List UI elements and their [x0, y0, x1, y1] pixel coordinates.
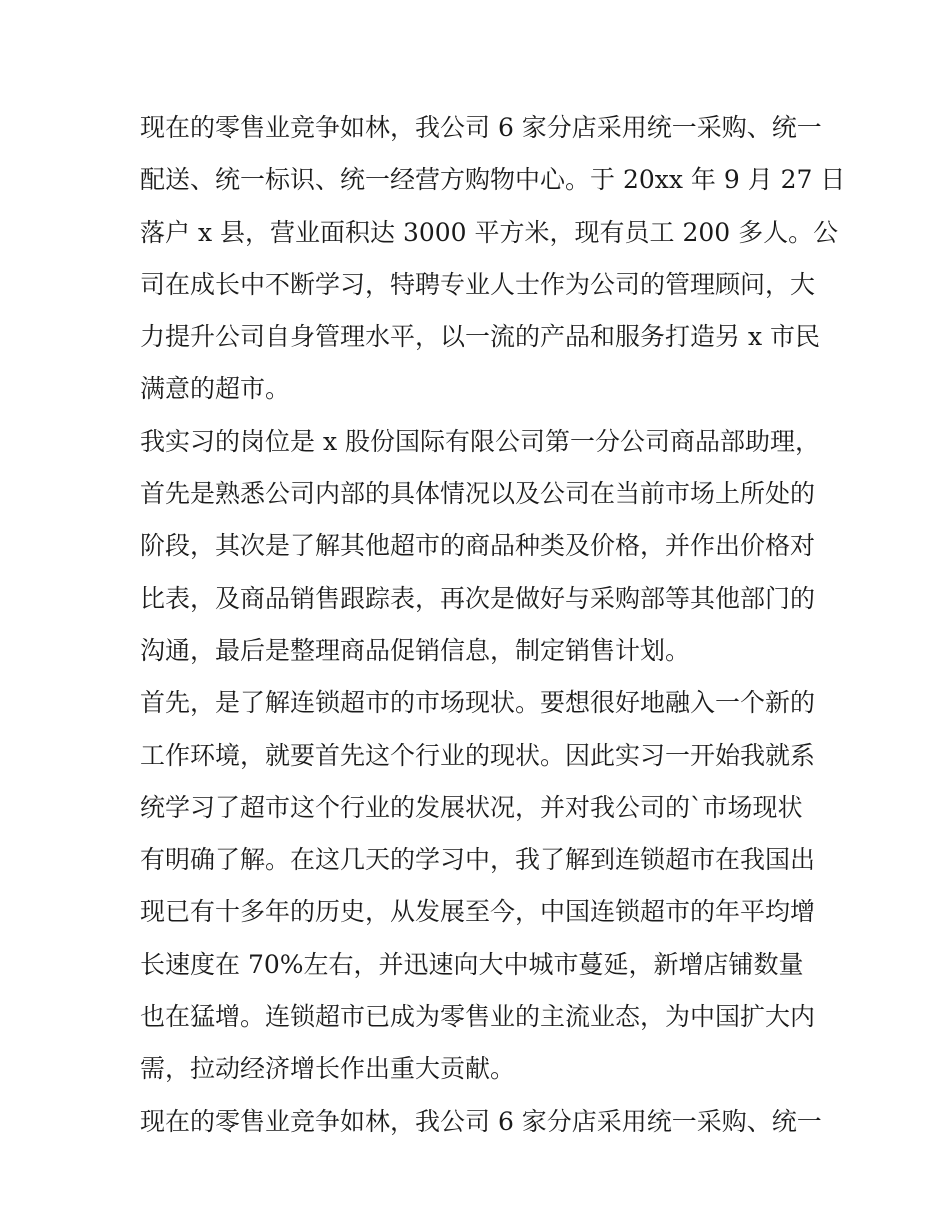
text-line: 落户 x 县，营业面积达 3000 平方米，现有员工 200 多人。公: [140, 217, 839, 247]
text-line: 长速度在 70%左右，并迅速向大中城市蔓延，新增店铺数量: [140, 949, 804, 979]
text-line: 力提升公司自身管理水平，以一流的产品和服务打造另 x 市民: [140, 322, 820, 352]
text-line: 工作环境，就要首先这个行业的现状。因此实习一开始我就系: [140, 740, 816, 770]
text-line: 首先，是了解连锁超市的市场现状。要想很好地融入一个新的: [140, 688, 816, 718]
text-line: 有明确了解。在这几天的学习中，我了解到连锁超市在我国出: [140, 845, 816, 875]
text-line: 现在的零售业竞争如林，我公司 6 家分店采用统一采购、统一: [140, 113, 822, 142]
text-line: 需，拉动经济增长作出重大贡献。: [140, 1054, 516, 1084]
paragraph-company-intro: [140, 102, 846, 416]
text-line: 现已有十多年的历史，从发展至今，中国连锁超市的年平均增: [140, 897, 816, 927]
text-line: 阶段，其次是了解其他超市的商品种类及价格，并作出价格对: [140, 531, 816, 561]
paragraph-internship-role: [140, 416, 830, 677]
paragraph-company-intro-repeat: [140, 1096, 830, 1148]
body-text: [140, 102, 846, 1148]
text-line: 也在猛增。连锁超市已成为零售业的主流业态，为中国扩大内: [140, 1002, 816, 1032]
text-line: 沟通，最后是整理商品促销信息，制定销售计划。: [140, 635, 691, 665]
text-line: 司在成长中不断学习，特聘专业人士作为公司的管理顾问，大: [140, 269, 816, 299]
text-line: 满意的超市。: [140, 374, 291, 404]
text-line: 比表，及商品销售跟踪表，再次是做好与采购部等其他部门的: [140, 583, 816, 613]
text-line: 配送、统一标识、统一经营方购物中心。于 20xx 年 9 月 27 日: [140, 165, 846, 195]
text-line: 我实习的岗位是 x 股份国际有限公司第一分公司商品部助理，: [140, 426, 820, 456]
text-line: 统学习了超市这个行业的发展状况，并对我公司的`市场现状: [140, 792, 803, 822]
paragraph-market-status: [140, 677, 830, 1095]
text-line: 现在的零售业竞争如林，我公司 6 家分店采用统一采购、统一: [140, 1106, 822, 1136]
text-line: 首先是熟悉公司内部的具体情况以及公司在当前市场上所处的: [140, 479, 816, 509]
